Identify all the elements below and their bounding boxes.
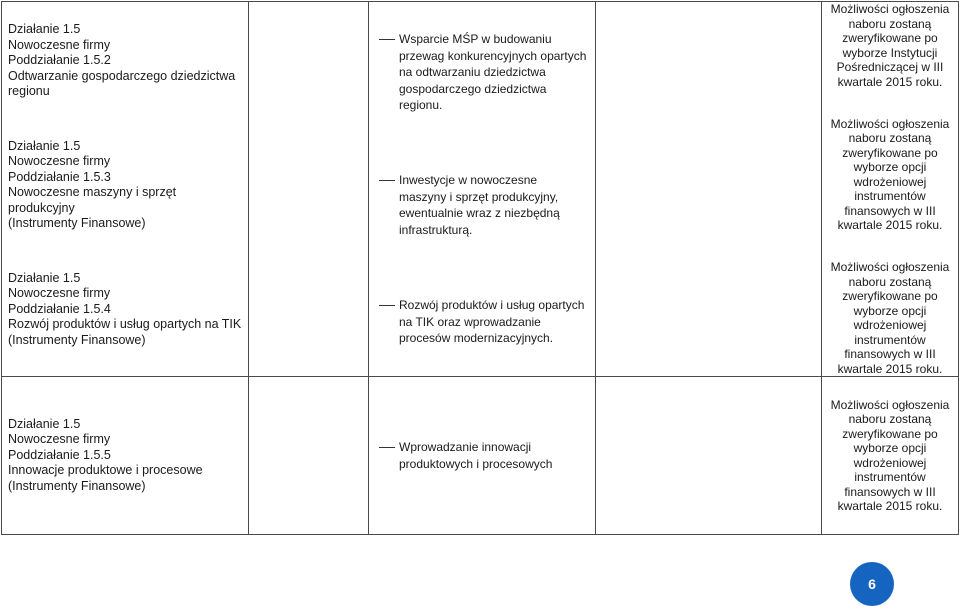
- dash-marker: [379, 305, 395, 306]
- availability-note: Możliwości ogłoszenia naboru zostaną zweryfikowane po wyborze opcji wdrożeniowej instrumentów finansowych w III kwartale 2015 roku.: [830, 116, 950, 232]
- action-entry: Działanie 1.5 Nowoczesne firmy Poddziałanie 1.5.5 Innowacje produktowe i procesowe (Instrumenty Finansowe): [8, 416, 203, 493]
- action-cell: [2, 2, 249, 377]
- table-row: [2, 377, 959, 535]
- description-item: Rozwój produktów i usług opartych na TIK oraz wprowadzanie procesów modernizacyjnych.: [369, 297, 595, 347]
- dash-marker: [379, 180, 395, 181]
- description-item: Wprowadzanie innowacji produktowych i procesowych: [369, 439, 595, 472]
- action-entry: Działanie 1.5 Nowoczesne firmy Poddziałanie 1.5.4 Rozwój produktów i usług opartych na TIK (Instrumenty Finansowe): [8, 270, 242, 347]
- availability-cell: [822, 377, 959, 535]
- dash-marker: [379, 39, 395, 40]
- description-item: Wsparcie MŚP w budowaniu przewag konkurencyjnych opartych na odtwarzaniu dziedzictwa gospodarczego dziedzictwa regionu.: [369, 31, 595, 114]
- action-cell: [2, 377, 249, 535]
- empty-cell: [596, 2, 822, 377]
- availability-note: Możliwości ogłoszenia naboru zostaną zweryfikowane po wyborze Instytucji Pośredniczącej w III kwartale 2015 roku.: [830, 2, 950, 89]
- description-item: Inwestycje w nowoczesne maszyny i sprzęt produkcyjny, ewentualnie wraz z niezbędną infrastrukturą.: [369, 172, 595, 238]
- table-row: [2, 2, 959, 377]
- page-number: 6: [850, 562, 894, 606]
- dash-marker: [379, 447, 395, 448]
- availability-cell: [822, 2, 959, 377]
- empty-cell: [249, 2, 369, 377]
- availability-note: Możliwości ogłoszenia naboru zostaną zweryfikowane po wyborze opcji wdrożeniowej instrumentów finansowych w III kwartale 2015 roku.: [830, 260, 950, 376]
- empty-cell: [596, 377, 822, 535]
- program-table: [1, 1, 959, 535]
- action-entry: Działanie 1.5 Nowoczesne firmy Poddziałanie 1.5.2 Odtwarzanie gospodarczego dziedzictwa regionu: [8, 22, 236, 98]
- description-cell: [369, 377, 596, 535]
- availability-note: Możliwości ogłoszenia naboru zostaną zweryfikowane po wyborze opcji wdrożeniowej instrumentów finansowych w III kwartale 2015 roku.: [830, 397, 950, 513]
- empty-cell: [249, 377, 369, 535]
- description-cell: [369, 2, 596, 377]
- action-entry: Działanie 1.5 Nowoczesne firmy Poddziałanie 1.5.3 Nowoczesne maszyny i sprzęt produkcyjny (Instrumenty Finansowe): [8, 138, 177, 230]
